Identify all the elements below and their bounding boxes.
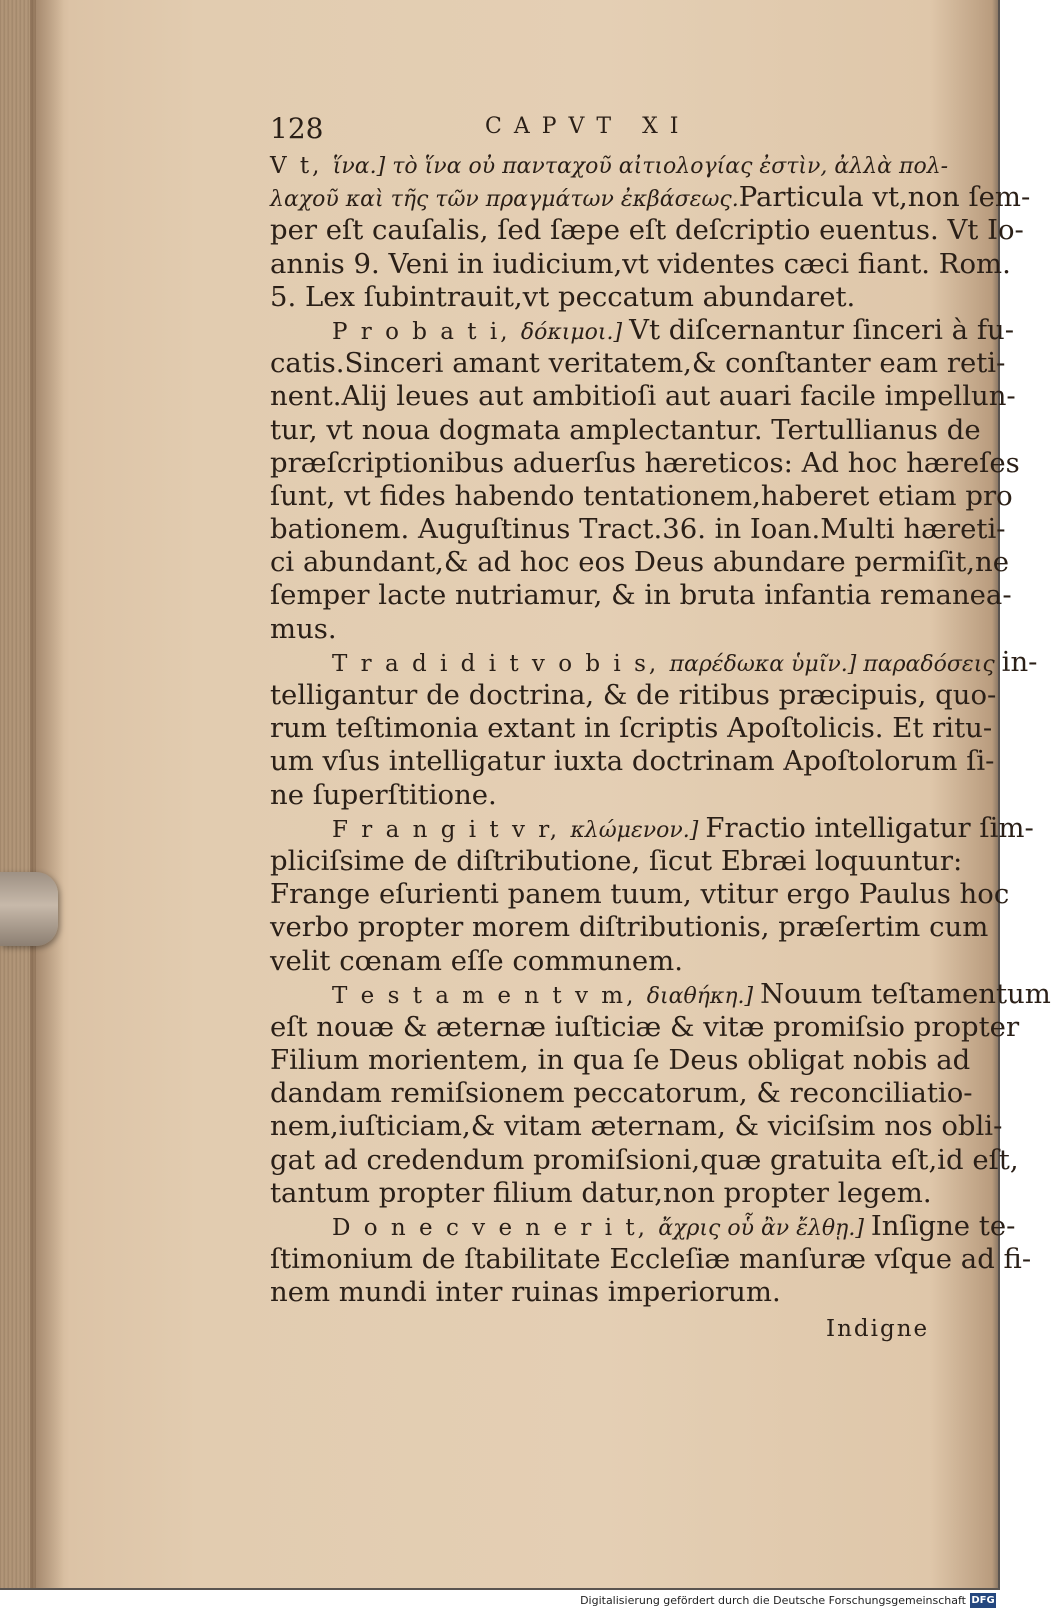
text-line — [270, 1077, 973, 1110]
text-line — [270, 645, 1038, 679]
text-line — [270, 546, 1010, 579]
gutter-shadow — [30, 0, 64, 1588]
page-number: 128 — [270, 112, 324, 145]
latin-text: Inſigne te- — [870, 1210, 1016, 1242]
lemma-heading: V t, — [270, 153, 333, 179]
text-line — [270, 413, 981, 447]
latin-text: bationem. Auguſtinus Tract.36. in Ioan.Multi hæreti- — [270, 513, 1006, 546]
text-line — [270, 347, 1006, 380]
lemma-heading: F r a n g i t v r, — [332, 816, 571, 843]
text-line — [270, 281, 950, 314]
text-line — [270, 446, 1020, 480]
latin-text: in- — [1001, 645, 1038, 678]
text-line — [270, 247, 1011, 281]
latin-text: um vſus intelligatur iuxta doctrinam Apoſtolorum ſi- — [270, 745, 995, 778]
text-line — [270, 745, 995, 778]
latin-text: ſunt, vt fides habendo tentationem,haberet etiam pro — [270, 479, 1013, 512]
text-line — [270, 1010, 1020, 1044]
latin-text: præſcriptionibus aduerſus hæreticos: Ad hoc hæreſes — [270, 446, 1020, 479]
latin-text: Nouum teſtamentum — [760, 977, 1051, 1010]
text-line — [270, 811, 1034, 845]
greek-text: δόκιμοι.] — [520, 319, 630, 345]
lemma-heading: P r o b a t i, — [332, 318, 521, 345]
greek-text: διαθήκη.] — [646, 983, 761, 1009]
text-line — [270, 712, 993, 745]
latin-text: gat ad credendum promiſsioni,quæ gratuita eſt,id eſt, — [270, 1143, 1019, 1176]
text-line — [270, 579, 1012, 612]
text-line — [270, 148, 950, 181]
text-line — [270, 911, 989, 944]
latin-text: 5. Lex ſubintrauit,vt peccatum abundaret. — [270, 280, 856, 313]
greek-text: λαχοῦ καὶ τῆς τῶν πραγμάτων ἐκβάσεως. — [270, 187, 739, 213]
text-line — [270, 513, 1006, 546]
running-title: CAPVT XI — [485, 114, 691, 139]
latin-text: tantum propter filium datur,non propter legem. — [270, 1176, 932, 1209]
latin-text: rum teſtimonia extant in ſcriptis Apoſtolicis. Et ritu- — [270, 712, 993, 745]
latin-text: velit cœnam eſſe communem. — [270, 944, 683, 977]
latin-text: ſemper lacte nutriamur, & in bruta infantia remanea- — [270, 579, 1012, 612]
text-line — [270, 214, 1024, 247]
page-clip — [0, 872, 58, 946]
latin-text: Particula vt,non ſem- — [738, 181, 1031, 214]
text-line — [270, 1210, 1016, 1243]
text-line — [270, 479, 1013, 513]
text-line — [270, 844, 963, 878]
greek-text: ἄχρις οὗ ἂν ἔλθῃ.] — [658, 1216, 871, 1241]
text-line — [270, 779, 950, 812]
latin-text: nem,iuſticiam,& vitam æternam, & viciſsim nos obli- — [270, 1110, 1003, 1143]
latin-text: pliciſsime de diſtributione, ſicut Ebræi loquuntur: — [270, 844, 963, 877]
greek-text: παρέδωκα ὑμῖν.] παραδόσεις — [669, 651, 1002, 677]
text-line — [270, 380, 1016, 413]
footer-bar — [0, 1590, 1000, 1614]
text-line — [270, 1177, 950, 1210]
text-line — [270, 613, 950, 646]
text-line — [270, 977, 1051, 1011]
digitization-credit: Digitalisierung gefördert durch die Deutsche Forschungsgemeinschaft — [580, 1594, 966, 1607]
greek-text: κλώμενον.] — [570, 817, 706, 843]
latin-text: per eſt cauſalis, ſed ſæpe eſt deſcriptio euentus. Vt Io- — [270, 214, 1024, 247]
text-line — [270, 1276, 950, 1309]
text-line — [270, 878, 1010, 911]
latin-text: verbo propter morem diſtributionis, præſertim cum — [270, 911, 989, 944]
latin-text: ne ſuperſtitione. — [270, 778, 497, 811]
greek-text: ἵνα.] τὸ ἵνα οὐ πανταχοῦ αἰτιολογίας ἐστὶν, ἀλλὰ πολ- — [332, 154, 949, 179]
latin-text: telligantur de doctrina, & de ritibus præcipuis, quo- — [270, 679, 997, 711]
body-text — [270, 148, 1051, 1310]
latin-text: Frange eſurienti panem tuum, vtitur ergo Paulus hoc — [270, 878, 1010, 911]
lemma-heading: T r a d i d i t v o b i s, — [332, 650, 670, 677]
latin-text: annis 9. Veni in iudicium,vt videntes cæci fiant. Rom. — [270, 247, 1011, 280]
text-line — [270, 1143, 1019, 1177]
latin-text: nent.Alij leues aut ambitioſi aut auari facile impellun- — [270, 380, 1016, 413]
text-line — [270, 181, 1031, 214]
text-line — [270, 1044, 971, 1077]
lemma-heading: D o n e c v e n e r i t, — [332, 1215, 659, 1241]
text-line — [270, 945, 950, 978]
text-line — [270, 313, 1015, 347]
latin-text: ci abundant,& ad hoc eos Deus abundare permiſit,ne — [270, 546, 1010, 579]
latin-text: Vt diſcernantur ſinceri à fu- — [629, 313, 1015, 346]
latin-text: Filium morientem, in qua ſe Deus obligat nobis ad — [270, 1044, 971, 1077]
latin-text: Fractio intelligatur ſim- — [705, 811, 1034, 844]
latin-text: tur, vt noua dogmata amplectantur. Tertullianus de — [270, 413, 981, 446]
latin-text: eſt nouæ & æternæ iuſticiæ & vitæ promiſsio propter — [270, 1010, 1020, 1043]
text-line — [270, 1243, 1032, 1276]
latin-text: dandam remiſsionem peccatorum, & reconciliatio- — [270, 1077, 973, 1110]
text-line — [270, 1110, 1003, 1143]
dfg-logo: DFG — [971, 1595, 995, 1606]
latin-text: nem mundi inter ruinas imperiorum. — [270, 1276, 781, 1309]
lemma-heading: T e s t a m e n t v m, — [332, 982, 647, 1009]
text-line — [270, 679, 997, 712]
latin-text: catis.Sinceri amant veritatem,& conſtanter eam reti- — [270, 347, 1006, 380]
page-header — [270, 112, 930, 148]
latin-text: mus. — [270, 612, 337, 645]
catchword: Indigne — [826, 1316, 930, 1342]
latin-text: ſtimonium de ſtabilitate Eccleſiæ manſuræ vſque ad fi- — [270, 1243, 1032, 1276]
